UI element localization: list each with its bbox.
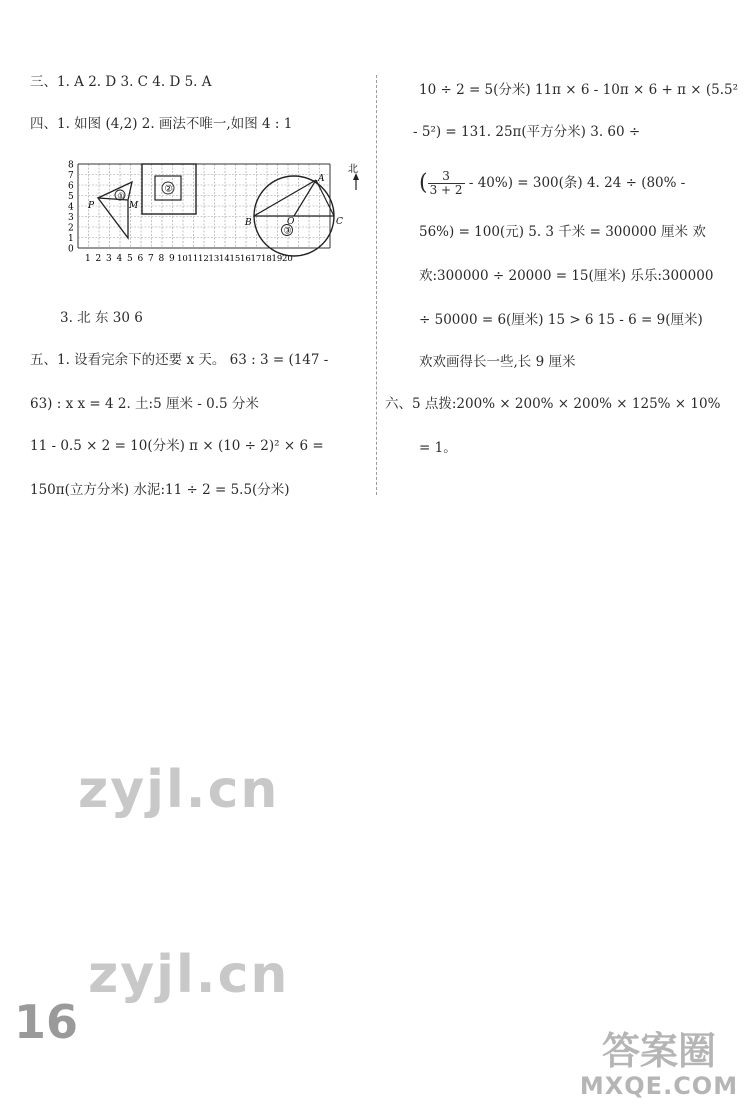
y-tick-label: 7 <box>68 171 74 181</box>
shape-3-label: ③ <box>283 226 292 237</box>
site-logo-text: 答案圈 <box>601 1029 716 1073</box>
coordinate-grid-figure <box>58 160 378 278</box>
section-4-line-1: 四、1. 如图 (4,2) 2. 画法不唯一,如图 4 : 1 <box>30 116 293 132</box>
column-divider <box>376 75 377 495</box>
y-tick-label: 0 <box>68 244 74 255</box>
section-4-line-2: 3. 北 东 30 6 <box>60 310 143 326</box>
point-c-label: C <box>336 217 343 227</box>
section-6-line-2: = 1。 <box>419 440 457 456</box>
y-tick-label: 6 <box>68 181 74 192</box>
section-5-line-2: 63) : x x = 4 2. 土:5 厘米 - 0.5 分米 <box>30 396 259 412</box>
y-tick-label: 4 <box>68 202 74 213</box>
right-line-7: 欢欢画得长一些,长 9 厘米 <box>419 354 576 370</box>
right-line-3: ( $\frac{3}{3 + 2}$ - 40%) = 300(条) 4. 24 ÷ (80% - <box>419 169 686 197</box>
page-number: 16 <box>14 995 79 1049</box>
x-tick-label: 20 <box>282 254 293 264</box>
section-3-answers: 三、1. A 2. D 3. C 4. D 5. A <box>30 74 212 90</box>
x-tick-label: 18 <box>261 254 272 264</box>
x-tick-label: 19 <box>271 254 283 264</box>
x-tick-label: 15 <box>229 254 241 264</box>
right-line-2: - 5²) = 131. 25π(平方分米) 3. 60 ÷ <box>413 124 641 140</box>
x-tick-label: 4 <box>116 254 123 264</box>
y-tick-label: 1 <box>68 234 74 244</box>
right-line-4: 56%) = 100(元) 5. 3 千米 = 300000 厘米 欢 <box>419 224 706 240</box>
watermark-text-2: zyjl.cn <box>88 945 290 1005</box>
right-line-6: ÷ 50000 = 6(厘米) 15 > 6 15 - 6 = 9(厘米) <box>419 312 703 328</box>
section-5-line-4: 150π(立方分米) 水泥:11 ÷ 2 = 5.5(分米) <box>30 482 290 498</box>
y-tick-label: 2 <box>68 223 74 234</box>
shape-2-label: ② <box>164 184 173 195</box>
triangle-shape-1 <box>98 182 132 238</box>
point-o-label: O <box>287 217 295 227</box>
right-line-1: 10 ÷ 2 = 5(分米) 11π × 6 - 10π × 6 + π × (5.5² <box>419 82 738 98</box>
site-logo <box>574 1030 744 1110</box>
x-tick-label: 17 <box>250 254 262 264</box>
section-6-line-1: 六、5 点拨:200% × 200% × 200% × 125% × 10% <box>385 396 721 412</box>
x-tick-label: 13 <box>208 254 220 264</box>
right-line-5: 欢:300000 ÷ 20000 = 15(厘米) 乐乐:300000 <box>419 268 714 284</box>
x-tick-label: 3 <box>106 254 112 264</box>
watermark-text-1: zyjl.cn <box>78 760 280 820</box>
x-tick-label: 9 <box>169 254 175 264</box>
section-5-line-1: 五、1. 设看完余下的还要 x 天。 63 : 3 = (147 - <box>30 352 329 368</box>
point-p-label: P <box>88 201 95 211</box>
x-tick-label: 8 <box>158 254 165 264</box>
x-tick-label: 2 <box>95 254 102 264</box>
x-tick-label: 7 <box>148 254 154 264</box>
point-a-label: A <box>318 174 325 184</box>
shape-1-label: ① <box>117 191 125 201</box>
y-tick-label: 5 <box>68 192 74 202</box>
x-tick-label: 1 <box>85 254 91 264</box>
north-label: 北 <box>348 164 358 175</box>
x-tick-label: 12 <box>198 254 209 264</box>
x-tick-label: 10 <box>177 254 188 264</box>
site-logo-domain: MXQE.COM <box>579 1072 739 1100</box>
fraction: $\frac{3}{3 + 2}$ <box>429 169 463 197</box>
section-5-line-3: 11 - 0.5 × 2 = 10(分米) π × (10 ÷ 2)² × 6 = <box>30 438 324 454</box>
x-tick-label: 16 <box>240 254 251 264</box>
y-tick-label: 3 <box>68 213 74 223</box>
x-tick-label: 5 <box>127 254 133 264</box>
x-tick-label: 14 <box>219 254 230 264</box>
y-tick-label: 8 <box>68 160 74 171</box>
x-tick-label: 11 <box>187 254 199 264</box>
point-b-label: B <box>245 218 252 228</box>
point-m-label: M <box>129 201 139 211</box>
x-tick-label: 6 <box>137 254 144 264</box>
